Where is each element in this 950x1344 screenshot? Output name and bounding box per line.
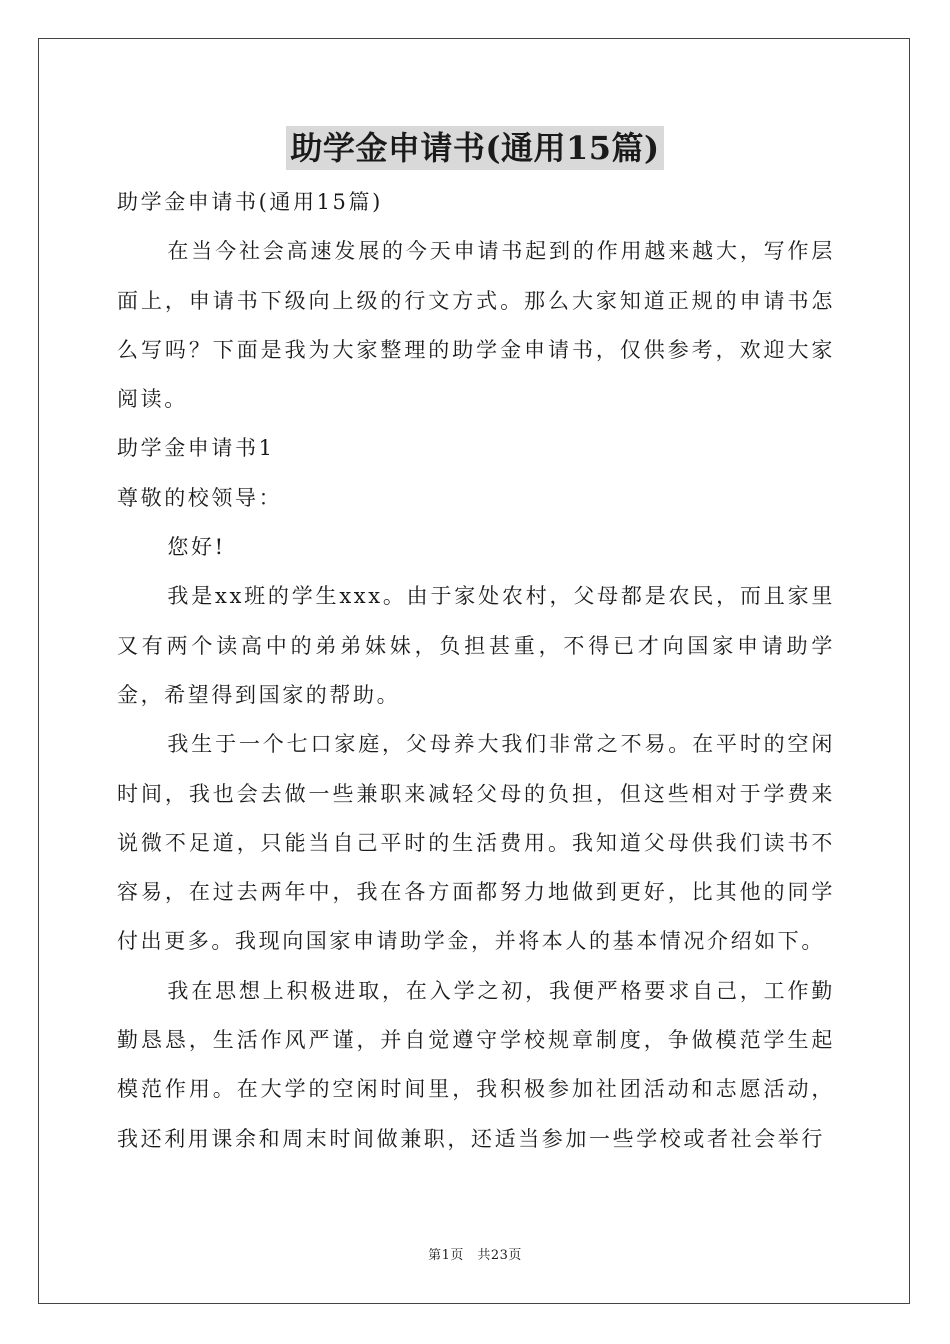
paragraph: 我在思想上积极进取，在入学之初，我便严格要求自己，工作勤勤恳恳，生活作风严谨，并自觉遵守学校规章制度，争做模范学生起模范作用。在大学的空闲时间里，我积极参加社团活动和志愿活动，我还利用课余和周末时间做兼职，还适当参加一些学校或者社会举行 xyxy=(117,978,835,1151)
paragraph: 您好! xyxy=(167,535,226,560)
document-body xyxy=(117,178,835,1164)
paragraph: 助学金申请书1 xyxy=(117,436,275,461)
page-footer: 第1页 共23页 xyxy=(428,1248,522,1263)
document-title: 助学金申请书(通用15篇) xyxy=(286,126,663,170)
title-container xyxy=(0,126,950,170)
paragraph: 在当今社会高速发展的今天申请书起到的作用越来越大，写作层面上，申请书下级向上级的行文方式。那么大家知道正规的申请书怎么写吗？下面是我为大家整理的助学金申请书，仅供参考，欢迎大家阅读。 xyxy=(117,239,835,412)
paragraph: 尊敬的校领导： xyxy=(117,485,283,510)
paragraph: 我是xx班的学生xxx。由于家处农村，父母都是农民，而且家里又有两个读高中的弟弟妹妹，负担甚重，不得已才向国家申请助学金，希望得到国家的帮助。 xyxy=(117,584,835,707)
paragraph: 助学金申请书(通用15篇) xyxy=(117,190,383,214)
paragraph: 我生于一个七口家庭，父母养大我们非常之不易。在平时的空闲时间，我也会去做一些兼职来减轻父母的负担，但这些相对于学费来说微不足道，只能当自己平时的生活费用。我知道父母供我们读书不容易，在过去两年中，我在各方面都努力地做到更好，比其他的同学付出更多。我现向国家申请助学金，并将本人的基本情况介绍如下。 xyxy=(117,732,835,954)
